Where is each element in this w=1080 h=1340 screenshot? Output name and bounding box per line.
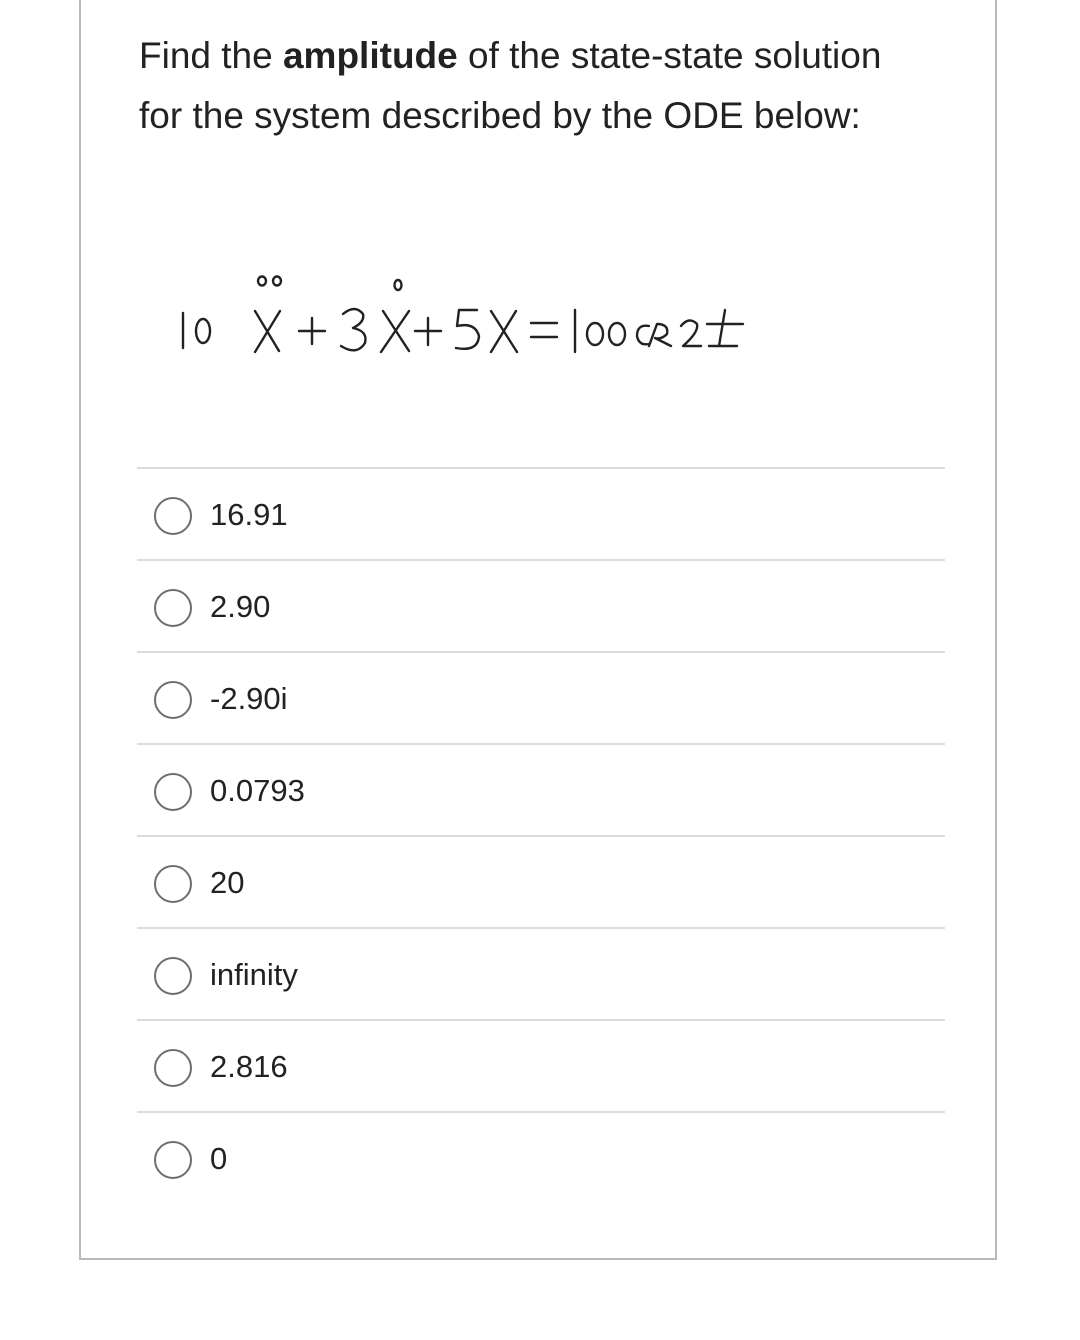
answer-options xyxy=(137,467,945,1203)
radio-button[interactable] xyxy=(154,957,192,995)
question-card xyxy=(79,0,997,1260)
radio-button[interactable] xyxy=(154,1049,192,1087)
answer-option-label: -2.90i xyxy=(210,681,288,716)
radio-button[interactable] xyxy=(154,497,192,535)
answer-option[interactable] xyxy=(137,1111,945,1203)
answer-option[interactable] xyxy=(137,743,945,835)
answer-option[interactable] xyxy=(137,835,945,927)
question-emphasis: amplitude xyxy=(282,35,458,76)
handwritten-equation-image xyxy=(171,266,831,376)
radio-button[interactable] xyxy=(154,1141,192,1179)
answer-option[interactable] xyxy=(137,927,945,1019)
radio-button[interactable] xyxy=(154,865,192,903)
radio-button[interactable] xyxy=(154,773,192,811)
answer-option-label: 2.816 xyxy=(210,1049,288,1084)
answer-option-label: 0 xyxy=(210,1141,228,1176)
radio-button[interactable] xyxy=(154,589,192,627)
question-suffix: of the state-state solution for the system described by the ODE below: xyxy=(139,35,882,136)
answer-option[interactable] xyxy=(137,559,945,651)
answer-option-label: 20 xyxy=(210,865,245,900)
question-text xyxy=(139,26,899,146)
answer-option-label: 2.90 xyxy=(210,589,271,624)
radio-button[interactable] xyxy=(154,681,192,719)
answer-option[interactable] xyxy=(137,1019,945,1111)
answer-option-label: infinity xyxy=(210,957,298,992)
answer-option[interactable] xyxy=(137,467,945,559)
answer-option[interactable] xyxy=(137,651,945,743)
question-prefix: Find the xyxy=(139,35,283,76)
answer-option-label: 16.91 xyxy=(210,497,288,532)
answer-option-label: 0.0793 xyxy=(210,773,305,808)
